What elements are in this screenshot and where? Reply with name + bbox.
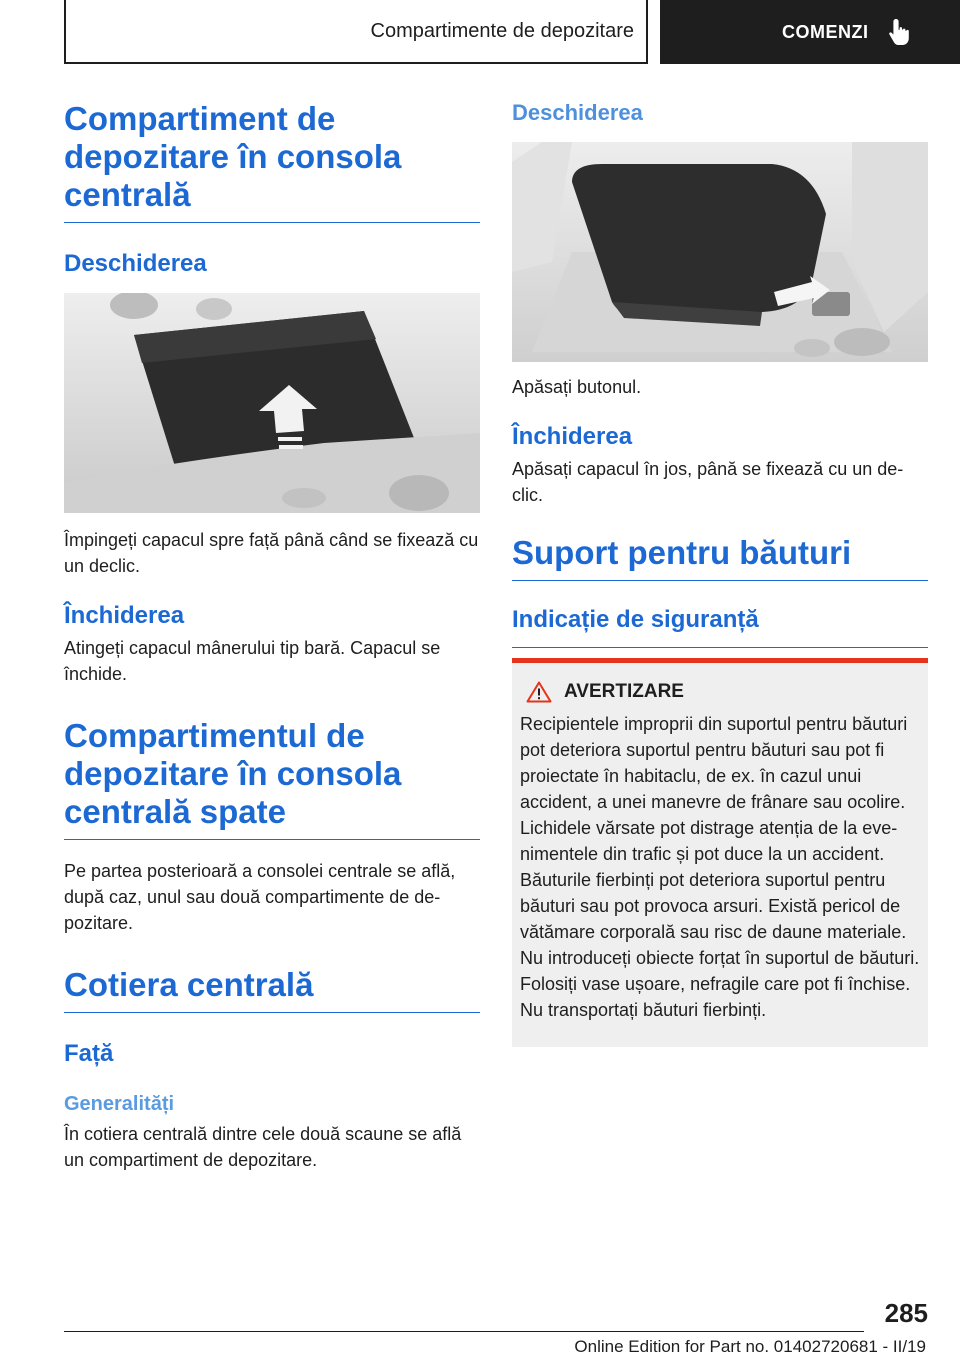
heading-front: Față (64, 1040, 114, 1067)
chapter-title: COMENZI (782, 21, 869, 42)
right-column (512, 100, 928, 1047)
heading-center-armrest: Cotiera centrală (64, 966, 480, 1013)
running-header-chapter (660, 0, 960, 64)
heading-opening: Deschiderea (64, 250, 207, 277)
heading-rear-console-storage: Compartimentul de depozitare în consola centrală spate (64, 717, 480, 840)
text-closing: Atingeți capacul mânerului tip bară. Capacul se închide. (64, 638, 441, 684)
armrest-photo (512, 142, 928, 362)
text-closing-armrest: Apăsați capacul în jos, până se fixează cu un declic. (512, 459, 904, 505)
warning-label: AVERTIZARE (564, 681, 684, 702)
text-rear-console: Pe partea posterioară a consolei centrale se află, după caz, unul sau două compartimente de depozitare. (64, 861, 456, 933)
heading-center-console-storage: Compartiment de depozitare în consola centrală (64, 100, 480, 223)
warning-triangle-icon (526, 681, 552, 703)
running-header-section (64, 0, 648, 64)
heading-opening-armrest: Deschiderea (512, 100, 643, 125)
footer-divider (64, 1331, 864, 1332)
text-opening: Împingeți capacul spre față până când se fixează cu un declic. (64, 530, 479, 576)
left-column (64, 100, 480, 1173)
warning-box (512, 658, 928, 1047)
text-general: În cotiera centrală dintre cele două scaune se află un compartiment de depozitare. (64, 1124, 462, 1170)
text-press-button: Apăsați butonul. (512, 377, 642, 397)
hand-pointer-icon (887, 17, 913, 47)
heading-cup-holder: Suport pentru băuturi (512, 534, 928, 581)
heading-safety-note: Indicație de siguranță (512, 605, 928, 648)
center-console-storage-photo (64, 293, 480, 513)
page-number: 285 (884, 1298, 928, 1328)
heading-closing-armrest: Închiderea (512, 423, 633, 450)
footer-edition: Online Edition for Part no. 01402720681 - II/19 (574, 1337, 926, 1356)
heading-general: Generalități (64, 1093, 175, 1115)
warning-text: Recipientele improprii din suportul pentru băuturi pot deteriora suportul pentru băuturi sau pot fi proiectate în habitaclu, de ex. în cazul unui accident, a unei manevre de frânare sau ocolire. Lichidele vărsate pot distrage atenția de la evenimentele din trafic și pot duce la un accident. Băuturile fierbinți pot deteriora suportul pentru băuturi sau pot provoca arsuri. Există pericol de vătămare corporală sau risc de daune materiale. Nu introduceți obiecte forțat în suportul de băuturi. Folosiți vase ușoare, nefragile care pot fi închise. Nu transportați băuturi fierbinți. (520, 714, 920, 1020)
heading-closing: Închiderea (64, 602, 185, 629)
section-title: Compartimente de depozitare (370, 19, 634, 42)
warning-title (526, 681, 920, 703)
